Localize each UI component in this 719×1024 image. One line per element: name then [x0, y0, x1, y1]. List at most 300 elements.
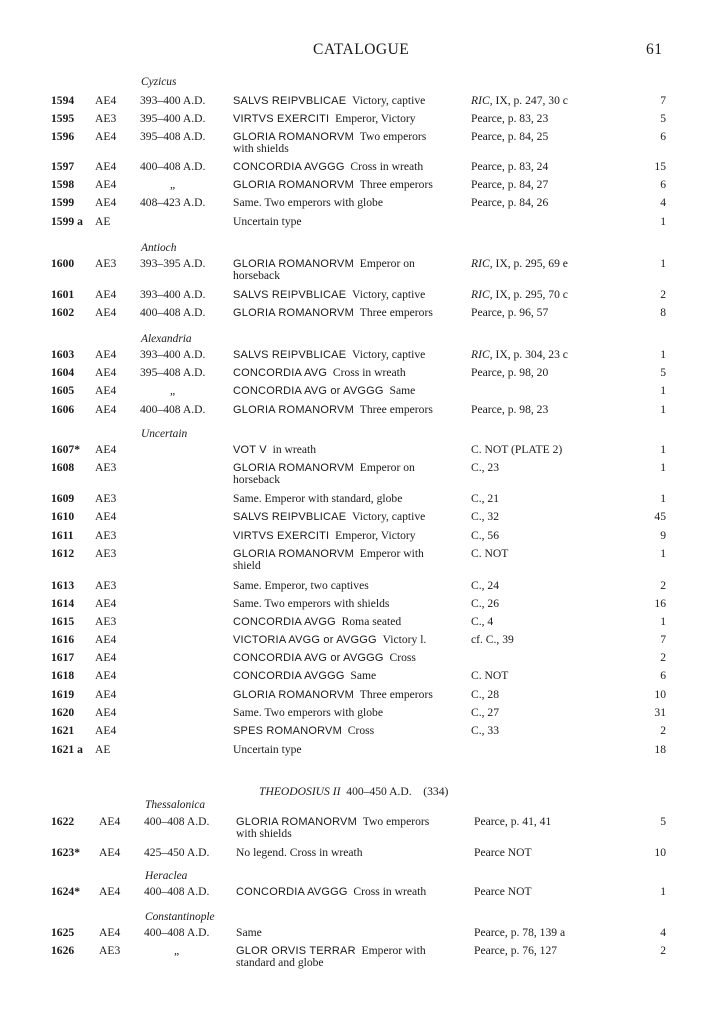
reference — [474, 884, 532, 899]
entry-date: 408–423 A.D. — [140, 196, 206, 209]
reference-citation: Pearce NOT — [474, 885, 532, 898]
specimen-count: 5 — [660, 366, 666, 379]
mint-heading: Thessalonica — [145, 799, 206, 811]
reference-citation: Pearce, p. 84, 27 — [471, 178, 549, 191]
catalogue-entry — [0, 111, 719, 126]
entry-number: 1603 — [51, 348, 75, 361]
type-continuation: shield — [233, 559, 261, 572]
specimen-count: 5 — [660, 112, 666, 125]
denomination: AE4 — [95, 724, 117, 737]
entry-number: 1600 — [51, 257, 75, 270]
specimen-count: 15 — [654, 160, 666, 173]
entry-number: 1610 — [51, 510, 75, 523]
reference — [471, 129, 548, 144]
reference-citation: C., 56 — [471, 529, 500, 542]
denomination: AE4 — [95, 669, 117, 682]
catalogue-entry — [0, 214, 719, 229]
section-emperor: THEODOSIUS II — [259, 785, 341, 798]
reference-citation: C., 4 — [471, 615, 494, 628]
coin-type: Same. Emperor, two captives — [233, 579, 369, 592]
reference — [471, 491, 499, 506]
legend-and-type — [233, 365, 406, 381]
catalogue-entry — [0, 365, 719, 380]
coin-type: Emperor with — [359, 547, 424, 560]
entry-number: 1594 — [51, 94, 75, 107]
coin-legend: CONCORDIA AVGGG — [233, 670, 345, 682]
reference-work: RIC — [471, 94, 490, 107]
denomination: AE3 — [95, 112, 117, 125]
denomination: AE4 — [95, 706, 117, 719]
denomination: AE4 — [99, 885, 121, 898]
catalogue-entry — [0, 614, 719, 629]
legend-and-type — [233, 687, 433, 703]
reference-citation: C., 24 — [471, 579, 500, 592]
specimen-count: 5 — [660, 815, 666, 828]
legend-and-type — [233, 614, 401, 630]
entry-date: 400–408 A.D. — [144, 926, 210, 939]
catalogue-entry — [0, 546, 719, 561]
denomination: AE — [95, 215, 111, 228]
entry-number: 1617 — [51, 651, 75, 664]
mint-heading: Heraclea — [145, 870, 188, 882]
catalogue-entry — [0, 383, 719, 398]
reference-citation: Pearce, p. 78, 139 a — [474, 926, 566, 939]
coin-type: Three emperors — [359, 403, 433, 416]
coin-type: Three emperors — [359, 688, 433, 701]
reference — [471, 668, 508, 683]
denomination: AE3 — [95, 579, 117, 592]
coin-legend: CONCORDIA AVGGG — [236, 886, 348, 898]
reference-citation: Pearce, p. 96, 57 — [471, 306, 549, 319]
coin-legend: GLOR ORVIS TERRAR — [236, 945, 356, 957]
reference-citation: Pearce, p. 83, 23 — [471, 112, 549, 125]
mint-heading: Uncertain — [141, 428, 188, 440]
denomination: AE3 — [95, 461, 117, 474]
coin-legend: GLORIA ROMANORVM — [233, 258, 354, 270]
specimen-count: 2 — [660, 944, 666, 957]
coin-type: Cross — [347, 724, 375, 737]
entry-number: 1619 — [51, 688, 75, 701]
coin-type: Emperor on — [359, 257, 415, 270]
reference — [471, 723, 499, 738]
specimen-count: 1 — [660, 348, 666, 361]
legend-and-type — [233, 159, 423, 175]
coin-type: Victory, captive — [352, 510, 426, 523]
section-total: (334) — [423, 785, 449, 798]
denomination: AE4 — [95, 178, 117, 191]
specimen-count: 2 — [660, 724, 666, 737]
denomination: AE3 — [95, 615, 117, 628]
page-number: 61 — [646, 41, 663, 58]
reference-citation: C., 28 — [471, 688, 500, 701]
coin-type: Same. Emperor with standard, globe — [233, 492, 403, 505]
specimen-count: 8 — [660, 306, 666, 319]
denomination: AE4 — [95, 384, 117, 397]
denomination: AE3 — [95, 547, 117, 560]
specimen-count: 1 — [660, 257, 666, 270]
catalogue-entry — [0, 723, 719, 738]
specimen-count: 4 — [660, 196, 666, 209]
coin-type: Roma seated — [341, 615, 402, 628]
reference — [471, 596, 499, 611]
legend-and-type — [233, 347, 425, 363]
specimen-count: 2 — [660, 651, 666, 664]
coin-legend: GLORIA ROMANORVM — [233, 548, 354, 560]
denomination: AE4 — [95, 160, 117, 173]
legend-and-type — [233, 195, 383, 210]
legend-and-type — [233, 93, 425, 109]
denomination: AE4 — [95, 196, 117, 209]
coin-type: Victory l. — [382, 633, 427, 646]
denomination: AE4 — [99, 815, 121, 828]
coin-type: Emperor, Victory — [335, 112, 416, 125]
legend-and-type — [233, 305, 433, 321]
reference-citation: Pearce, p. 76, 127 — [474, 944, 558, 957]
entry-date: 400–408 A.D. — [140, 160, 206, 173]
mint-heading: Antioch — [141, 242, 177, 254]
legend-and-type — [233, 442, 316, 458]
coin-legend: GLORIA ROMANORVM — [236, 816, 357, 828]
coin-legend: VIRTVS EXERCITI — [233, 113, 330, 125]
reference-citation: Pearce, p. 83, 24 — [471, 160, 549, 173]
entry-number: 1598 — [51, 178, 75, 191]
reference-citation: C., 33 — [471, 724, 500, 737]
legend-and-type — [236, 884, 426, 900]
entry-number: 1625 — [51, 926, 75, 939]
coin-type: No legend. Cross in wreath — [236, 846, 363, 859]
reference-citation: C. NOT (PLATE 2) — [471, 443, 563, 456]
denomination: AE4 — [95, 688, 117, 701]
legend-and-type — [233, 214, 302, 229]
catalogue-entry — [0, 845, 719, 860]
coin-type: Uncertain type — [233, 743, 302, 756]
entry-number: 1607* — [51, 443, 80, 456]
catalogue-entry — [0, 491, 719, 506]
legend-and-type — [233, 491, 402, 506]
catalogue-entry — [0, 460, 719, 475]
catalogue-entry — [0, 129, 719, 144]
reference-citation: Pearce, p. 84, 26 — [471, 196, 549, 209]
specimen-count: 1 — [660, 547, 666, 560]
coin-legend: VIRTVS EXERCITI — [233, 530, 330, 542]
denomination: AE4 — [95, 288, 117, 301]
coin-legend: VICTORIA AVGG or AVGGG — [233, 634, 377, 646]
coin-type: Same — [236, 926, 262, 939]
reference — [471, 365, 548, 380]
entry-number: 1597 — [51, 160, 75, 173]
coin-type: Same. Two emperors with globe — [233, 706, 383, 719]
catalogue-entry — [0, 528, 719, 543]
coin-legend: SALVS REIPVBLICAE — [233, 511, 347, 523]
coin-type: Emperor, Victory — [335, 529, 416, 542]
reference-citation: Pearce, p. 98, 20 — [471, 366, 549, 379]
denomination: AE3 — [95, 529, 117, 542]
entry-number: 1609 — [51, 492, 75, 505]
reference — [471, 614, 493, 629]
coin-type: Emperor with — [361, 944, 426, 957]
denomination: AE4 — [99, 846, 121, 859]
entry-number: 1616 — [51, 633, 75, 646]
coin-legend: VOT V — [233, 444, 267, 456]
reference-citation: cf. C., 39 — [471, 633, 514, 646]
catalogue-entry — [0, 347, 719, 362]
coin-legend: CONCORDIA AVGG — [233, 616, 336, 628]
denomination: AE4 — [95, 597, 117, 610]
catalogue-entry — [0, 650, 719, 665]
legend-and-type — [233, 528, 416, 544]
reference — [471, 159, 548, 174]
reference — [471, 546, 508, 561]
reference — [471, 632, 514, 647]
specimen-count: 1 — [660, 885, 666, 898]
reference-citation: , IX, p. 304, 23 c — [489, 348, 568, 361]
catalogue-entry — [0, 195, 719, 210]
entry-number: 1605 — [51, 384, 75, 397]
coin-type: Victory, captive — [352, 288, 426, 301]
specimen-count: 45 — [654, 510, 666, 523]
denomination: AE4 — [95, 633, 117, 646]
reference-citation: Pearce, p. 98, 23 — [471, 403, 549, 416]
entry-number: 1601 — [51, 288, 75, 301]
reference — [471, 305, 548, 320]
reference — [474, 943, 557, 958]
type-continuation: horseback — [233, 269, 280, 282]
coin-legend: CONCORDIA AVGGG — [233, 161, 345, 173]
specimen-count: 16 — [654, 597, 666, 610]
coin-type: Victory, captive — [352, 94, 426, 107]
catalogue-entry — [0, 884, 719, 899]
legend-and-type — [233, 177, 433, 193]
specimen-count: 7 — [660, 633, 666, 646]
specimen-count: 1 — [660, 615, 666, 628]
coin-type: in wreath — [272, 443, 317, 456]
reference — [471, 528, 499, 543]
coin-type: Two emperors — [359, 130, 427, 143]
denomination: AE4 — [95, 348, 117, 361]
reference-citation: Pearce, p. 41, 41 — [474, 815, 552, 828]
reference-citation: , IX, p. 295, 69 e — [489, 257, 568, 270]
denomination: AE — [95, 743, 111, 756]
legend-and-type — [233, 723, 374, 739]
legend-and-type — [236, 845, 363, 860]
denomination: AE3 — [99, 944, 121, 957]
denomination: AE4 — [95, 94, 117, 107]
specimen-count: 2 — [660, 288, 666, 301]
coin-type: Cross in wreath — [332, 366, 406, 379]
entry-date: „ — [170, 384, 176, 397]
catalogue-entry — [0, 93, 719, 108]
reference-citation: , IX, p. 295, 70 c — [489, 288, 568, 301]
section-dates: 400–450 A.D. — [346, 785, 412, 798]
entry-date: „ — [170, 178, 176, 191]
legend-and-type — [233, 111, 416, 127]
specimen-count: 1 — [660, 492, 666, 505]
coin-legend: SPES ROMANORVM — [233, 725, 342, 737]
coin-type: Same. Two emperors with globe — [233, 196, 383, 209]
section-heading — [259, 785, 448, 798]
reference — [474, 814, 551, 829]
legend-and-type — [233, 546, 424, 562]
reference-citation: C., 21 — [471, 492, 500, 505]
reference-citation: C. NOT — [471, 547, 509, 560]
legend-and-type — [233, 383, 415, 399]
running-header-title: CATALOGUE — [313, 41, 410, 58]
type-continuation: with shields — [236, 827, 292, 840]
reference-citation: C., 26 — [471, 597, 500, 610]
catalogue-entry — [0, 632, 719, 647]
denomination: AE4 — [95, 403, 117, 416]
legend-and-type — [233, 742, 302, 757]
denomination: AE4 — [95, 443, 117, 456]
coin-legend: CONCORDIA AVG or AVGGG — [233, 652, 384, 664]
entry-number: 1599 a — [51, 215, 83, 228]
coin-type: Uncertain type — [233, 215, 302, 228]
reference-work: RIC — [471, 288, 490, 301]
entry-number: 1596 — [51, 130, 75, 143]
entry-number: 1608 — [51, 461, 75, 474]
mint-heading: Constantinople — [145, 911, 215, 923]
catalogue-entry — [0, 668, 719, 683]
coin-type: Cross in wreath — [353, 885, 427, 898]
catalogue-entry — [0, 578, 719, 593]
reference-citation: , IX, p. 247, 30 c — [489, 94, 568, 107]
entry-date: 395–408 A.D. — [140, 130, 206, 143]
entry-number: 1622 — [51, 815, 75, 828]
coin-legend: GLORIA ROMANORVM — [233, 462, 354, 474]
coin-type: Victory, captive — [352, 348, 426, 361]
denomination: AE4 — [95, 306, 117, 319]
specimen-count: 6 — [660, 669, 666, 682]
catalogue-entry — [0, 442, 719, 457]
entry-number: 1602 — [51, 306, 75, 319]
reference — [471, 195, 548, 210]
legend-and-type — [233, 402, 433, 418]
coin-legend: GLORIA ROMANORVM — [233, 404, 354, 416]
reference — [471, 111, 548, 126]
reference — [471, 256, 568, 271]
entry-number: 1620 — [51, 706, 75, 719]
coin-type: Same — [350, 669, 377, 682]
catalogue-entry — [0, 814, 719, 829]
catalogue-entry — [0, 402, 719, 417]
entry-number: 1621 — [51, 724, 75, 737]
catalogue-entry — [0, 925, 719, 940]
reference-citation: Pearce NOT — [474, 846, 532, 859]
specimen-count: 10 — [654, 846, 666, 859]
coin-type: Emperor on — [359, 461, 415, 474]
specimen-count: 1 — [660, 461, 666, 474]
coin-type: Cross — [389, 651, 416, 664]
coin-legend: SALVS REIPVBLICAE — [233, 349, 347, 361]
entry-number: 1611 — [51, 529, 74, 542]
legend-and-type — [233, 509, 425, 525]
catalogue-entry — [0, 159, 719, 174]
reference — [471, 93, 568, 108]
specimen-count: 9 — [660, 529, 666, 542]
denomination: AE4 — [95, 130, 117, 143]
entry-number: 1606 — [51, 403, 75, 416]
entry-date: 395–408 A.D. — [140, 366, 206, 379]
catalogue-entry — [0, 256, 719, 271]
catalogue-entry — [0, 596, 719, 611]
reference-citation: C. NOT — [471, 669, 509, 682]
denomination: AE4 — [95, 651, 117, 664]
coin-legend: GLORIA ROMANORVM — [233, 131, 354, 143]
reference — [471, 402, 548, 417]
entry-number: 1621 a — [51, 743, 83, 756]
reference — [471, 442, 562, 457]
legend-and-type — [236, 925, 262, 940]
coin-legend: SALVS REIPVBLICAE — [233, 95, 347, 107]
reference — [471, 509, 499, 524]
catalogue-entry — [0, 742, 719, 757]
catalogue-entry — [0, 305, 719, 320]
specimen-count: 7 — [660, 94, 666, 107]
entry-date: 400–408 A.D. — [140, 403, 206, 416]
denomination: AE4 — [95, 510, 117, 523]
entry-date: 393–400 A.D. — [140, 288, 206, 301]
specimen-count: 1 — [660, 215, 666, 228]
mint-heading: Alexandria — [141, 333, 192, 345]
specimen-count: 1 — [660, 403, 666, 416]
reference — [474, 845, 532, 860]
entry-number: 1618 — [51, 669, 75, 682]
coin-legend: GLORIA ROMANORVM — [233, 307, 354, 319]
denomination: AE3 — [95, 257, 117, 270]
reference-citation: C., 27 — [471, 706, 500, 719]
type-continuation: standard and globe — [236, 956, 324, 969]
entry-number: 1599 — [51, 196, 75, 209]
specimen-count: 31 — [654, 706, 666, 719]
entry-date: „ — [174, 944, 180, 957]
specimen-count: 18 — [654, 743, 666, 756]
legend-and-type — [233, 578, 369, 593]
coin-type: Same — [389, 384, 416, 397]
reference — [471, 177, 548, 192]
coin-type: Two emperors — [362, 815, 430, 828]
coin-legend: GLORIA ROMANORVM — [233, 179, 354, 191]
coin-legend: SALVS REIPVBLICAE — [233, 289, 347, 301]
entry-date: 400–408 A.D. — [144, 885, 210, 898]
entry-date: 393–395 A.D. — [140, 257, 206, 270]
denomination: AE4 — [99, 926, 121, 939]
specimen-count: 1 — [660, 384, 666, 397]
mint-heading: Cyzicus — [141, 76, 177, 88]
reference — [471, 705, 499, 720]
denomination: AE4 — [95, 366, 117, 379]
coin-type: Cross in wreath — [350, 160, 424, 173]
entry-number: 1604 — [51, 366, 75, 379]
entry-date: 393–400 A.D. — [140, 348, 206, 361]
specimen-count: 10 — [654, 688, 666, 701]
denomination: AE3 — [95, 492, 117, 505]
reference — [471, 578, 499, 593]
entry-date: 393–400 A.D. — [140, 94, 206, 107]
coin-legend: GLORIA ROMANORVM — [233, 689, 354, 701]
legend-and-type — [233, 632, 426, 648]
specimen-count: 1 — [660, 443, 666, 456]
entry-date: 400–408 A.D. — [140, 306, 206, 319]
entry-number: 1623* — [51, 846, 80, 859]
catalogue-entry — [0, 287, 719, 302]
coin-type: Three emperors — [359, 306, 433, 319]
entry-date: 395–400 A.D. — [140, 112, 206, 125]
reference — [471, 687, 499, 702]
catalogue-entry — [0, 177, 719, 192]
specimen-count: 2 — [660, 579, 666, 592]
reference-work: RIC — [471, 348, 490, 361]
reference-citation: C., 32 — [471, 510, 500, 523]
